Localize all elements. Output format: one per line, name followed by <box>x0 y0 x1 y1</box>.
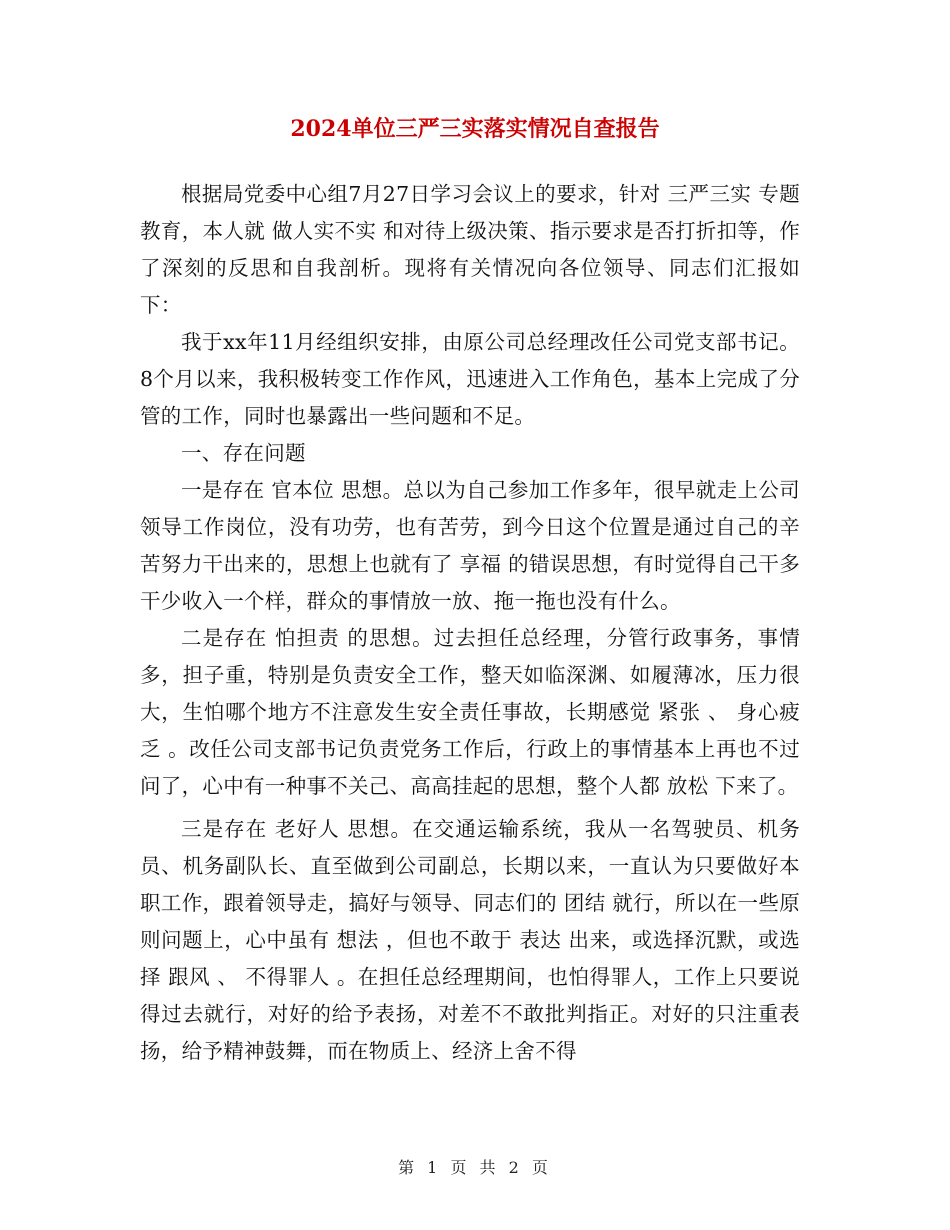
problem-2-paragraph: 二是存在 怕担责 的思想。过去担任总经理，分管行政事务，事情多，担子重，特别是负责安全工作，整天如临深渊、如履薄冰，压力很大，生怕哪个地方不注意发生安全责任事故，长期感觉 紧张 、 身心疲乏 。改任公司支部书记负责党务工作后，行政上的事情基本上再也不过问了，心中有一种事不关己、高高挂起的思想，整个人都 放松 下来了。 <box>140 626 800 798</box>
problem-3-paragraph: 三是存在 老好人 思想。在交通运输系统，我从一名驾驶员、机务员、机务副队长、直至做到公司副总，长期以来，一直认为只要做好本职工作，跟着领导走，搞好与领导、同志们的 团结 就行，所以在一些原则问题上，心中虽有 想法 ，但也不敢于 表达 出来，或选择沉默，或选择 跟风 、 不得罪人 。在担任总经理期间，也怕得罪人，工作上只要说得过去就行，对好的给予表扬，对差不不敢批判指正。对好的只注重表扬，给予精神鼓舞，而在物质上、经济上舍不得 <box>140 817 800 1063</box>
problem-1-paragraph: 一是存在 官本位 思想。总以为自己参加工作多年，很早就走上公司领导工作岗位，没有功劳，也有苦劳，到今日这个位置是通过自己的辛苦努力干出来的，思想上也就有了 享福 的错误思想，有时觉得自己干多干少收入一个样，群众的事情放一放、拖一拖也没有什么。 <box>140 478 800 613</box>
background-paragraph: 我于xx年11月经组织安排，由原公司总经理改任公司党支部书记。8个月以来，我积极转变工作作风，迅速进入工作角色，基本上完成了分管的工作，同时也暴露出一些问题和不足。 <box>140 330 800 428</box>
document-body <box>140 176 800 1070</box>
section-heading-problems: 一、存在问题 <box>181 441 306 465</box>
intro-paragraph: 根据局党委中心组7月27日学习会议上的要求，针对 三严三实 专题教育，本人就 做人实不实 和对待上级决策、指示要求是否打折扣等，作了深刻的反思和自我剖析。现将有关情况向各位领导、同志们汇报如下： <box>140 182 800 317</box>
page-number-footer: 第 1 页 共 2 页 <box>398 1158 552 1177</box>
document-title: 2024单位三严三实落实情况自查报告 <box>290 116 660 142</box>
